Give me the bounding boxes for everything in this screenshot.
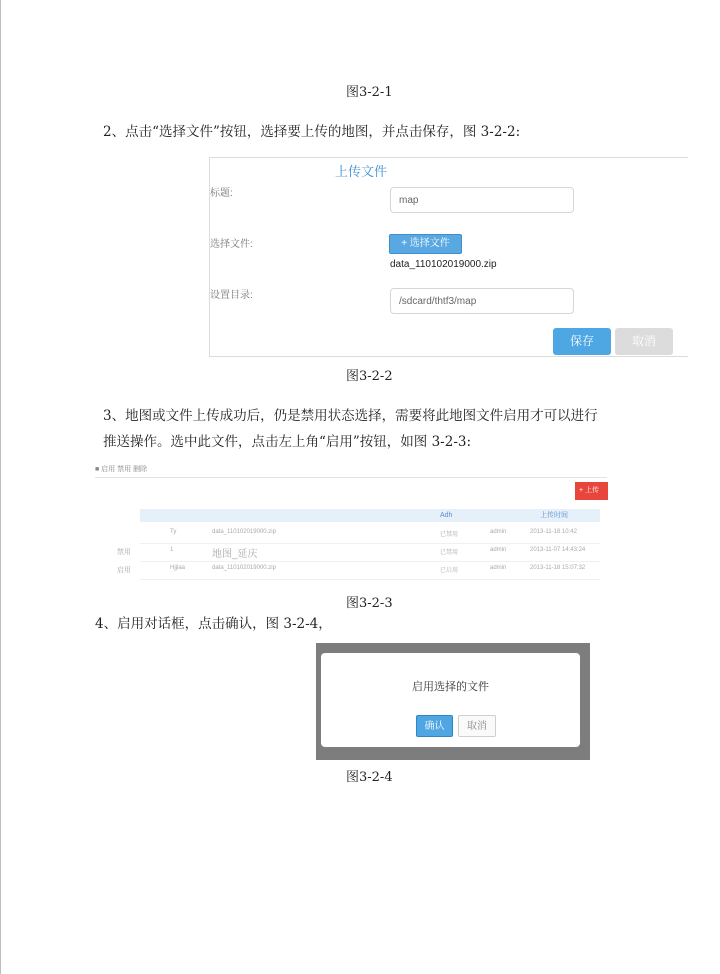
upload-button[interactable]: + 上传 [575,482,608,500]
table-cell: admin [490,529,507,535]
table-cell: admin [490,547,507,553]
table-cell: 2013-11-18 15:07:32 [530,565,586,571]
figure-caption-3-2-3: 图3-2-3 [346,596,393,611]
title-label: 标题: [210,188,233,199]
confirm-dialog-screenshot [316,643,590,760]
column-header: Adh [440,512,453,519]
file-list-toolbar[interactable]: ■ 启用 禁用 删除 [95,466,148,473]
table-row[interactable] [140,525,600,544]
directory-label: 设置目录: [210,290,253,301]
confirm-message: 启用选择的文件 [412,681,489,693]
table-cell: 已禁用 [440,550,459,556]
cancel-button[interactable]: 取消 [615,328,673,355]
choose-file-label: 选择文件: [210,239,253,250]
step-3-text-line-2: 推送操作。选中此文件，点击左上角“启用”按钮，如图 3-2-3: [103,434,472,450]
toolbar-divider [95,477,607,478]
figure-caption-3-2-1: 图3-2-1 [346,85,393,100]
table-cell: 已禁用 [440,532,459,538]
table-cell: data_110102019000.zip [212,565,276,571]
table-cell: 2013-11-18 10:42 [530,529,577,535]
upload-file-dialog [209,157,688,357]
dialog-title: 上传文件 [335,164,388,179]
table-row[interactable] [140,543,600,562]
table-cell: 已启用 [440,568,459,574]
table-cell: 地图_延庆 [212,549,258,560]
status-side-label: 禁用 [117,549,131,556]
status-side-label: 启用 [117,567,131,574]
confirm-dialog [321,653,580,747]
step-2-text: 2、点击“选择文件”按钮，选择要上传的地图，并点击保存，图 3-2-2: [103,124,521,140]
step-3-text-line-1: 3、地图或文件上传成功后，仍是禁用状态选择，需要将此地图文件启用才可以进行 [103,408,598,424]
table-cell: data_110102019000.zip [212,529,276,535]
table-header [140,509,600,522]
save-button[interactable]: 保存 [553,328,611,355]
table-cell: 2013-11-07 14:43:24 [530,547,586,553]
file-list-screenshot [95,462,610,584]
page-left-border [0,0,1,974]
table-cell: 1 [170,547,174,553]
table-row[interactable] [140,561,600,580]
title-input[interactable]: map [390,187,574,213]
figure-caption-3-2-4: 图3-2-4 [346,770,393,785]
figure-caption-3-2-2: 图3-2-2 [346,369,393,384]
step-4-text: 4、启用对话框，点击确认，图 3-2-4， [95,616,332,632]
table-cell: Hjjlaa [170,565,186,571]
column-header: 上传时间 [540,512,568,519]
chosen-file-name: data_110102019000.zip [390,259,497,270]
choose-file-button[interactable]: + 选择文件 [389,234,462,254]
directory-input[interactable]: /sdcard/thtf3/map [390,288,574,314]
confirm-ok-button[interactable]: 确认 [416,715,453,737]
table-cell: Ty [170,529,177,535]
confirm-cancel-button[interactable]: 取消 [458,715,496,737]
table-cell: admin [490,565,507,571]
